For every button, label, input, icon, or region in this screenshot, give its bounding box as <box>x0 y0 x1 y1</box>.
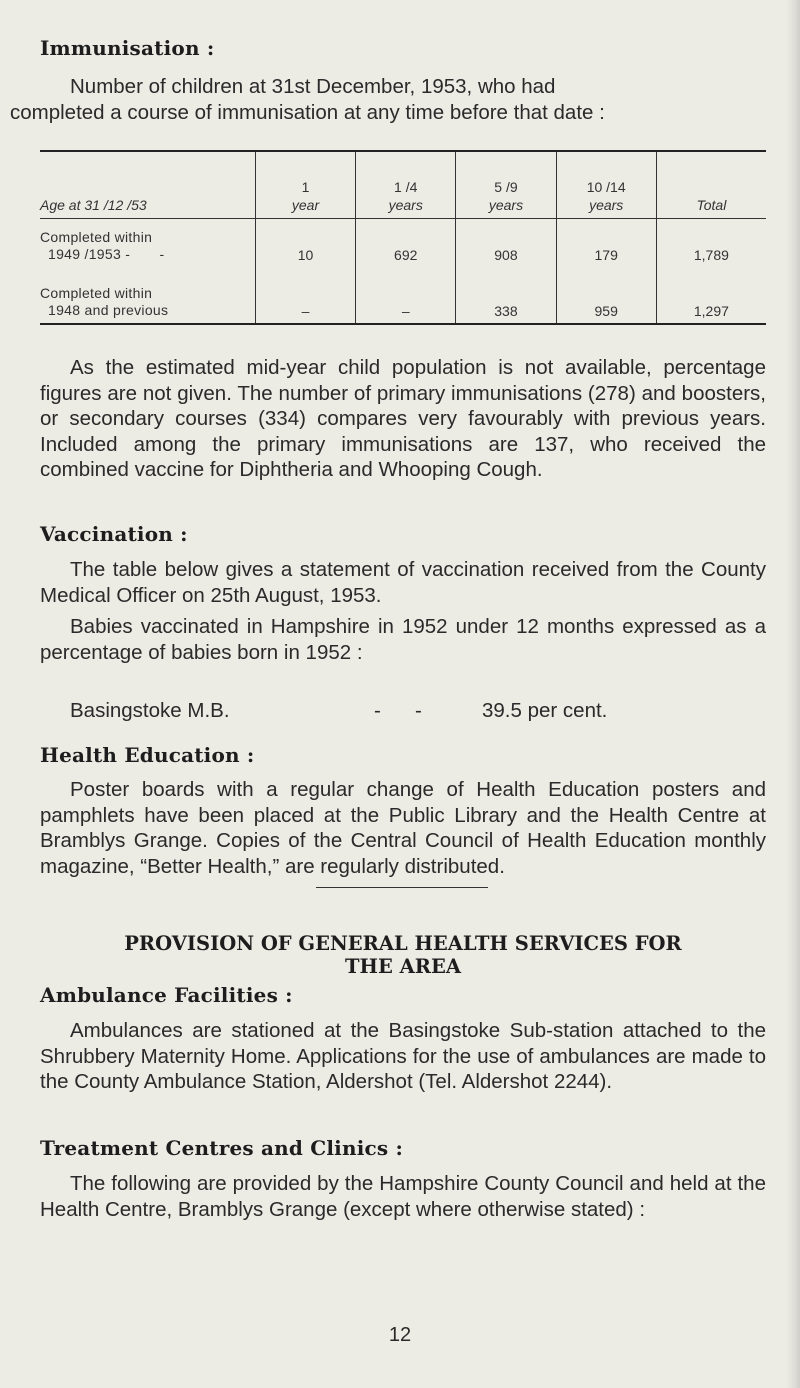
health-education-paragraph: Poster boards with a regular change of Health Education posters and pamphlets have been placed at the Public Library and the Health Centre at Bramblys Grange. Copies of the Central Council of Health Education monthly magazine, “Better Health,” are regularly distributed. <box>40 778 766 878</box>
header-col-2-num: 1 /4 <box>394 179 418 195</box>
header-col-3 <box>456 152 556 219</box>
page-edge-shadow <box>786 0 800 1388</box>
row-1-col-4: 179 <box>556 219 656 268</box>
header-col-1-num: 1 <box>301 179 310 195</box>
health-education-heading: Health Education : <box>40 743 255 767</box>
ambulance-heading: Ambulance Facilities : <box>40 983 293 1007</box>
immunisation-intro <box>10 74 766 125</box>
header-col-3-unit: years <box>488 197 524 213</box>
row-1-col-2: 692 <box>356 219 456 268</box>
treatment-heading: Treatment Centres and Clinics : <box>40 1136 404 1160</box>
immunisation-intro-line1: Number of children at 31st December, 1953, who had <box>70 75 556 98</box>
immunisation-table <box>40 150 766 325</box>
header-col-1 <box>255 152 355 219</box>
section-divider <box>316 887 488 888</box>
provision-title-line2: THE AREA <box>345 955 461 978</box>
immunisation-intro-line2: completed a course of immunisation at any time before that date : <box>10 100 605 124</box>
ambulance-paragraph: Ambulances are stationed at the Basingstoke Sub-station attached to the Shrubbery Maternity Home. Applications for the use of ambulances are made to the County Ambulance Station, Aldershot (Tel. Aldershot 2244). <box>40 1019 766 1093</box>
vaccination-paragraph-1: The table below gives a statement of vaccination received from the County Medical Officer on 25th August, 1953. <box>40 558 766 607</box>
row-2-col-3: 338 <box>456 267 556 323</box>
rate-label: Basingstoke M.B. <box>70 699 230 722</box>
header-total <box>656 152 766 219</box>
row-2-col-1: – <box>255 267 355 323</box>
header-col-4-unit: years <box>589 197 624 213</box>
table-header-row <box>40 152 766 219</box>
header-col-2 <box>356 152 456 219</box>
table-row <box>40 219 766 268</box>
header-age <box>40 152 255 219</box>
row-1-label-line2: 1949 /1953 - - <box>48 246 165 262</box>
header-total-label: Total <box>696 197 727 213</box>
header-col-3-num: 5 /9 <box>494 179 518 195</box>
immunisation-heading: Immunisation : <box>40 36 215 60</box>
header-age-label: Age at 31 /12 /53 <box>40 197 147 213</box>
header-col-1-unit: year <box>291 197 320 213</box>
row-1-col-1: 10 <box>255 219 355 268</box>
provision-title-line1: PROVISION OF GENERAL HEALTH SERVICES FOR <box>124 932 682 955</box>
row-1-col-3: 908 <box>456 219 556 268</box>
row-2-label-line2: 1948 and previous <box>48 302 169 318</box>
row-2-label <box>40 267 255 323</box>
header-col-4-num: 10 /14 <box>586 179 626 195</box>
immunisation-paragraph: As the estimated mid-year child population is not available, percentage figures are not given. The number of primary immunisations (278) and boosters, or secondary courses (334) compares very favourably with previous years. Included among the primary immunisations are 137, who received the combined vaccine for Diphtheria and Whooping Cough. <box>40 356 766 481</box>
rate-dashes: - - <box>374 699 422 722</box>
vaccination-paragraph-2: Babies vaccinated in Hampshire in 1952 under 12 months expressed as a percentage of babies born in 1952 : <box>40 615 766 664</box>
header-col-2-unit: years <box>388 197 423 213</box>
rate-value: 39.5 per cent. <box>482 699 608 722</box>
row-1-label <box>40 219 255 268</box>
row-2-col-2: – <box>356 267 456 323</box>
row-1-total: 1,789 <box>656 219 766 268</box>
row-2-label-line1: Completed within <box>40 285 153 301</box>
treatment-paragraph: The following are provided by the Hampshire County Council and held at the Health Centre, Bramblys Grange (except where otherwise stated) : <box>40 1172 766 1221</box>
row-2-total: 1,297 <box>656 267 766 323</box>
vaccination-heading: Vaccination : <box>40 522 188 546</box>
row-2-col-4: 959 <box>556 267 656 323</box>
table-row <box>40 267 766 323</box>
header-col-4 <box>556 152 656 219</box>
page-number: 12 <box>388 1324 412 1346</box>
row-1-label-line1: Completed within <box>40 229 153 245</box>
